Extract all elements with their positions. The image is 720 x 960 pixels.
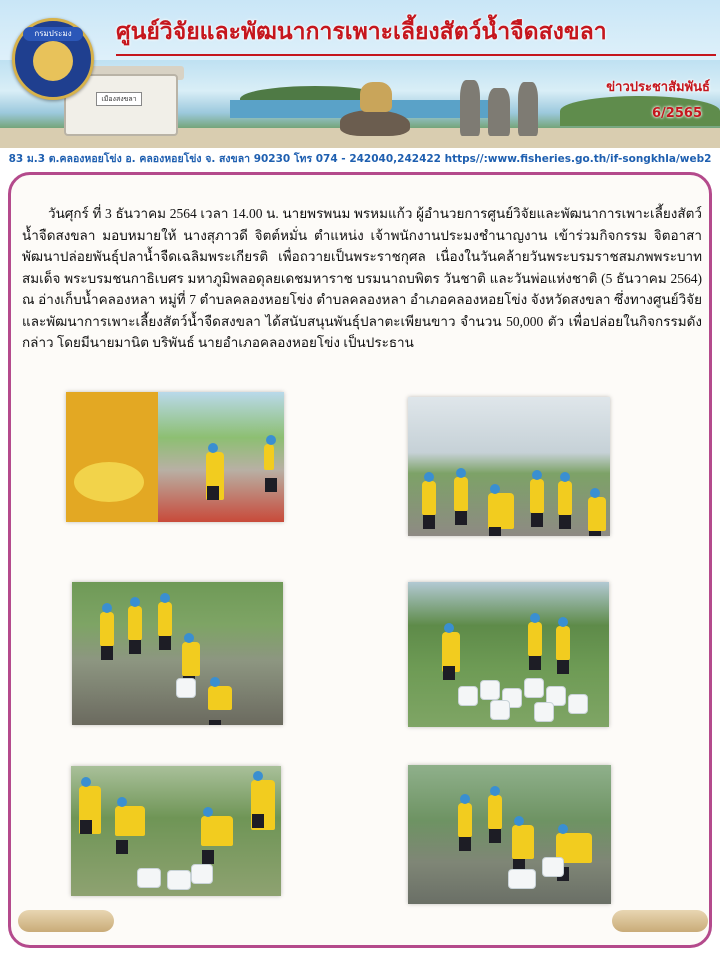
- news-label: ข่าวประชาสัมพันธ์: [606, 80, 710, 95]
- decorative-scroll-icon: [18, 910, 114, 932]
- rock: [340, 110, 410, 136]
- photo-fish-bags: [408, 582, 609, 727]
- photo-ceremony: [66, 392, 284, 522]
- photo-preparing-bags: [71, 766, 281, 896]
- photo-crowd: [408, 397, 610, 536]
- logo-text: กรมประมง: [23, 27, 83, 41]
- header-banner: [0, 0, 720, 148]
- gate-sign: เมืองสงขลา: [96, 92, 142, 106]
- giant-statue: [460, 80, 480, 136]
- department-of-fisheries-logo-icon: [12, 18, 94, 100]
- news-number: 6/2565: [652, 106, 702, 121]
- contact-address: 83 ม.3 ต.คลองหอยโข่ง อ. คลองหอยโข่ง จ. สงขลา 90230 โทร 074 - 242040,242422 https//:www.fisheries.go.th/if-songkhla/web2: [8, 153, 712, 165]
- mermaid-statue: [360, 82, 392, 112]
- giant-statue: [518, 82, 538, 136]
- page-title: ศูนย์วิจัยและพัฒนาการเพาะเลี้ยงสัตว์น้ำจืดสงขลา: [116, 19, 607, 45]
- photo-pond-release: [72, 582, 283, 725]
- article-body: วันศุกร์ ที่ 3 ธันวาคม 2564 เวลา 14.00 น. นายพรพนม พรหมแก้ว ผู้อำนวยการศูนย์วิจัยและพัฒนาการเพาะเลี้ยงสัตว์น้ำจืดสงขลา มอบหมายให้ นางสุภาวดี จิตต์หมั่น ตำแหน่ง เจ้าพนักงานประมงชำนาญงาน เข้าร่วมกิจกรรม จิตอาสาพัฒนาปล่อยพันธุ์ปลาน้ำจืดเฉลิมพระเกียรติ เพื่อถวายเป็นพระราชกุศล เนื่องในวันคล้ายวันพระบรมราชสมภพพระบาทสมเด็จ พระบรมชนกาธิเบศร มหาภูมิพลอดุลยเดชมหาราช บรมนาถบพิตร วันชาติ และวันพ่อแห่งชาติ (5 ธันวาคม 2564) ณ อ่างเก็บน้ำคลองหลา หมู่ที่ 7 ตำบลคลองหอยโข่ง ตำบลคลองหลา อำเภอคลองหอยโข่ง จังหวัดสงขลา ซึ่งทางศูนย์วิจัยและพัฒนาการเพาะเลี้ยงสัตว์น้ำจืดสงขลา ได้สนับสนุนพันธุ์ปลาตะเพียนขาว จำนวน 50,000 ตัว เพื่อปล่อยในกิจกรรมดังกล่าว โดยมีนายมานิต บริพันธ์ นายอำเภอคลองหอยโข่ง เป็นประธาน: [22, 206, 702, 350]
- logo-emblem: [33, 41, 73, 81]
- title-underline: [116, 54, 716, 56]
- giant-statue: [488, 88, 510, 136]
- photo-releasing-fish: [408, 765, 611, 904]
- decorative-scroll-icon: [612, 910, 708, 932]
